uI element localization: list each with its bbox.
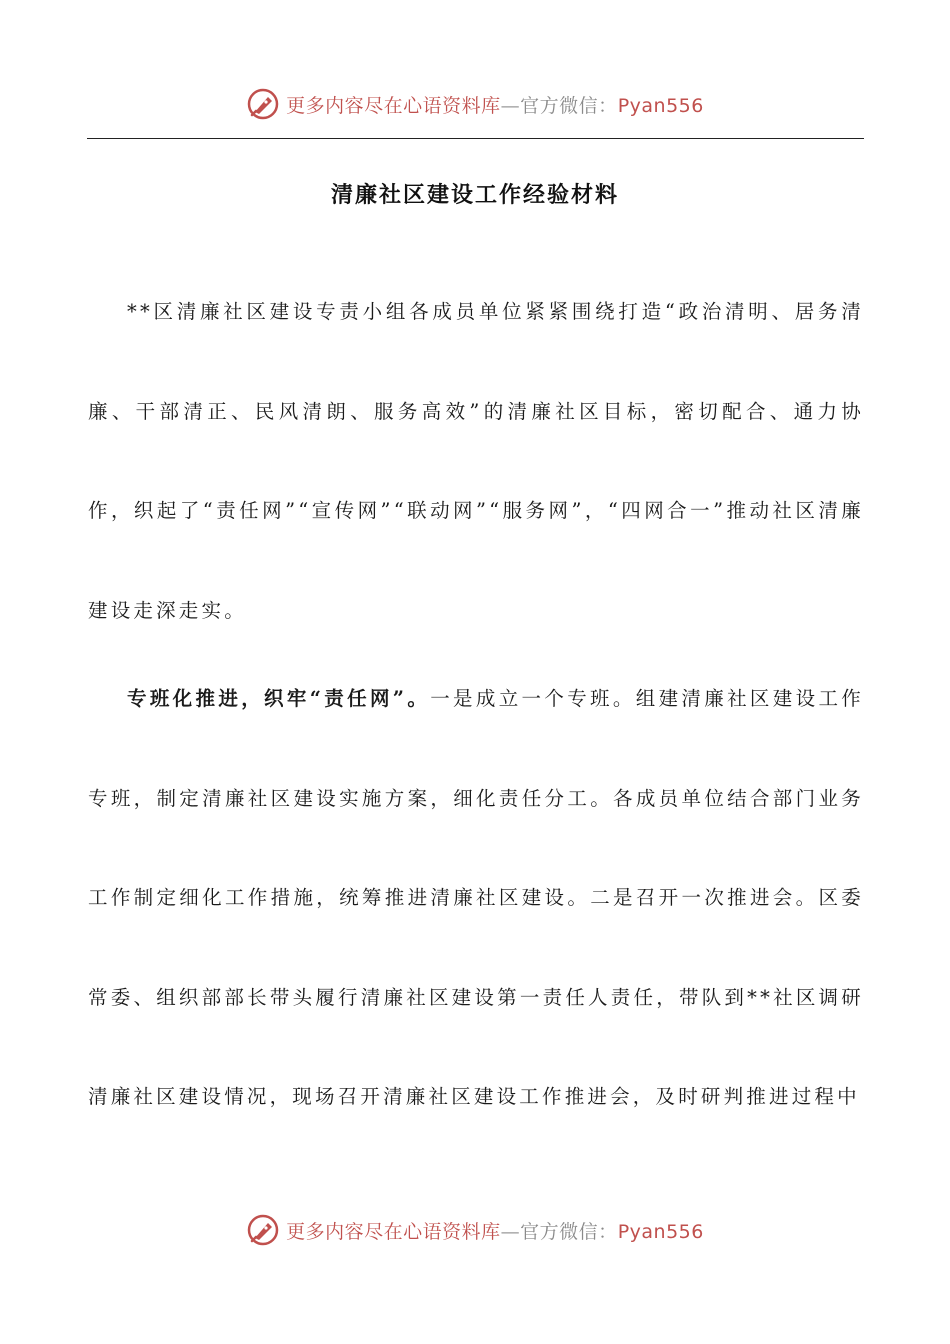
pen-nib-logo-icon: [246, 87, 280, 121]
document-body: [88, 262, 864, 1147]
paragraph: 专班化推进，织牢“责任网”。一是成立一个专班。组建清廉社区建设工作专班，制定清廉社区建设实施方案，细化责任分工。各成员单位结合部门业务工作制定细化工作措施，统筹推进清廉社区建设。二是召开一次推进会。区委常委、组织部部长带头履行清廉社区建设第一责任人责任，带队到**社区调研清廉社区建设情况，现场召开清廉社区建设工作推进会，及时研判推进过程中: [88, 687, 864, 1108]
paragraph: **区清廉社区建设专责小组各成员单位紧紧围绕打造“政治清明、居务清廉、干部清正、民风清朗、服务高效”的清廉社区目标，密切配合、通力协作，织起了“责任网”“宣传网”“联动网”“服务网”，“四网合一”推动社区清廉建设走深走实。: [88, 300, 864, 622]
banner-text: 更多内容尽在心语资料库—官方微信：Pyan556: [286, 94, 704, 117]
header-banner: [0, 82, 950, 126]
pen-nib-logo-icon: [246, 1213, 280, 1247]
footer-banner: [0, 1208, 950, 1252]
banner-text: 更多内容尽在心语资料库—官方微信：Pyan556: [286, 1220, 704, 1243]
header-rule: [87, 138, 864, 139]
document-title: 清廉社区建设工作经验材料: [330, 182, 619, 208]
paragraph-lead: 专班化推进，织牢“责任网”。: [127, 687, 431, 710]
